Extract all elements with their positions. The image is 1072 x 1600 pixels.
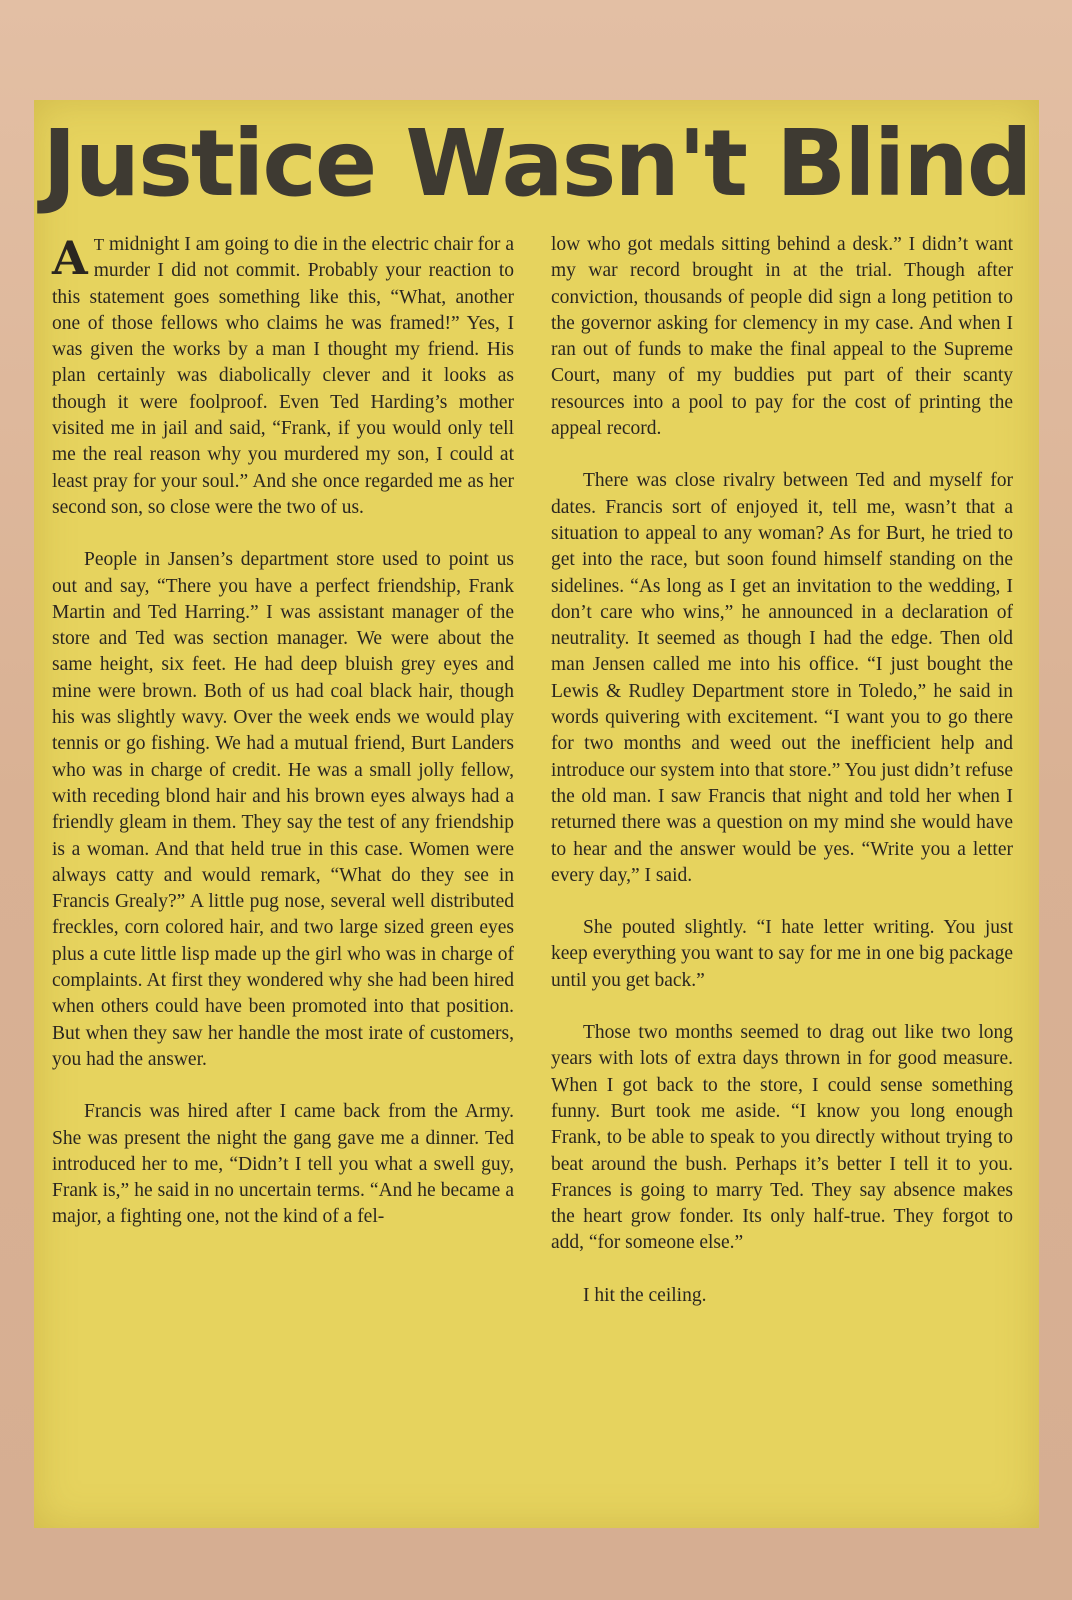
lead-word: T <box>93 235 105 254</box>
paragraph-3: Francis was hired after I came back from the Army. She was present the night the gang gave me a dinner. Ted introduced her to me, “Didn’t I tell you what a swell guy, Frank is,” he said in no uncertain terms. “And he became a major, a fighting one, not the kind of a fel- <box>52 1101 514 1228</box>
paragraph-7: Those two months seemed to drag out like two long years with lots of extra days thrown in for good measure. When I got back to the store, I could sense something funny. Burt took me aside. “I know you long enough Frank, to be able to speak to you directly without trying to beat around the bush. Perhaps it’s better I tell it to you. Frances is going to marry Ted. They say absence makes the heart grow fonder. Its only half-true. They forgot to add, “for someone else.” <box>551 1022 1013 1254</box>
story-title: Justice Wasn't Blind <box>42 110 1031 217</box>
paragraph-text: midnight I am going to die in the electric chair for a murder I did not commit. Probably your reaction to this statement goes something like this, “What, another one of those fellows who claims he was framed!” Yes, I was given the works by a man I thought my friend. His plan certainly was diabolically clever and it looks as though it were foolproof. Even Ted Harding’s mother visited me in jail and said, “Frank, if you would only tell me the real reason why you murdered my son, I could at least pray for your soul.” And she once regarded me as her second son, so close were the two of us. <box>52 234 514 518</box>
paragraph-6: She pouted slightly. “I hate letter writing. You just keep everything you want to say for me in one big package until you get back.” <box>551 917 1013 991</box>
paragraph-1 <box>52 232 514 521</box>
paragraph-2: People in Jansen’s department store used to point us out and say, “There you have a perfect friendship, Frank Martin and Ted Harring.” I was assistant manager of the store and Ted was section manager. We were about the same height, six feet. He had deep bluish grey eyes and mine were brown. Both of us had coal black hair, though his was slightly wavy. Over the week ends we would play tennis or go fishing. We had a mutual friend, Burt Landers who was in charge of credit. He was a small jolly fellow, with receding blond hair and his brown eyes always had a friendly gleam in them. They say the test of any friendship is a woman. And that held true in this case. Women were always catty and would remark, “What do they see in Francis Grealy?” A little pug nose, several well distributed freckles, corn colored hair, and two large sized green eyes plus a cute little lisp made up the girl who was in charge of complaints. At first they wondered why she had been hired when others could have been promoted into that position. But when they saw her handle the most irate of customers, you had the answer. <box>52 549 514 1070</box>
right-column <box>551 232 1013 1335</box>
paragraph-4: low who got medals sitting behind a desk.” I didn’t want my war record brought in at the trial. Though after conviction, thousands of people did sign a long petition to the governor asking for clemency in my case. And when I ran out of funds to make the final appeal to the Supreme Court, many of my buddies put part of their scanty resources into a pool to pay for the cost of printing the appeal record. <box>551 234 1013 440</box>
paragraph-8: I hit the ceiling. <box>583 1284 707 1306</box>
drop-cap: A <box>52 231 88 285</box>
paragraph-5: There was close rivalry between Ted and myself for dates. Francis sort of enjoyed it, tell me, wasn’t that a situation to appeal to any woman? As for Burt, he tried to get into the race, but soon found himself standing on the sidelines. “As long as I get an invitation to the wedding, I don’t care who wins,” he announced in a declaration of neutrality. It seemed as though I had the edge. Then old man Jensen called me into his office. “I just bought the Lewis & Rudley Department store in Toledo,” he said in words quivering with excitement. “I want you to go there for two months and weed out the inefficient help and introduce our system into that store.” You just didn’t refuse the old man. I saw Francis that night and told her when I returned there was a question on my mind she would have to hear and the answer would be yes. “Write you a letter every day,” I said. <box>551 470 1013 886</box>
story-panel <box>34 100 1039 1528</box>
left-column <box>52 232 514 1257</box>
